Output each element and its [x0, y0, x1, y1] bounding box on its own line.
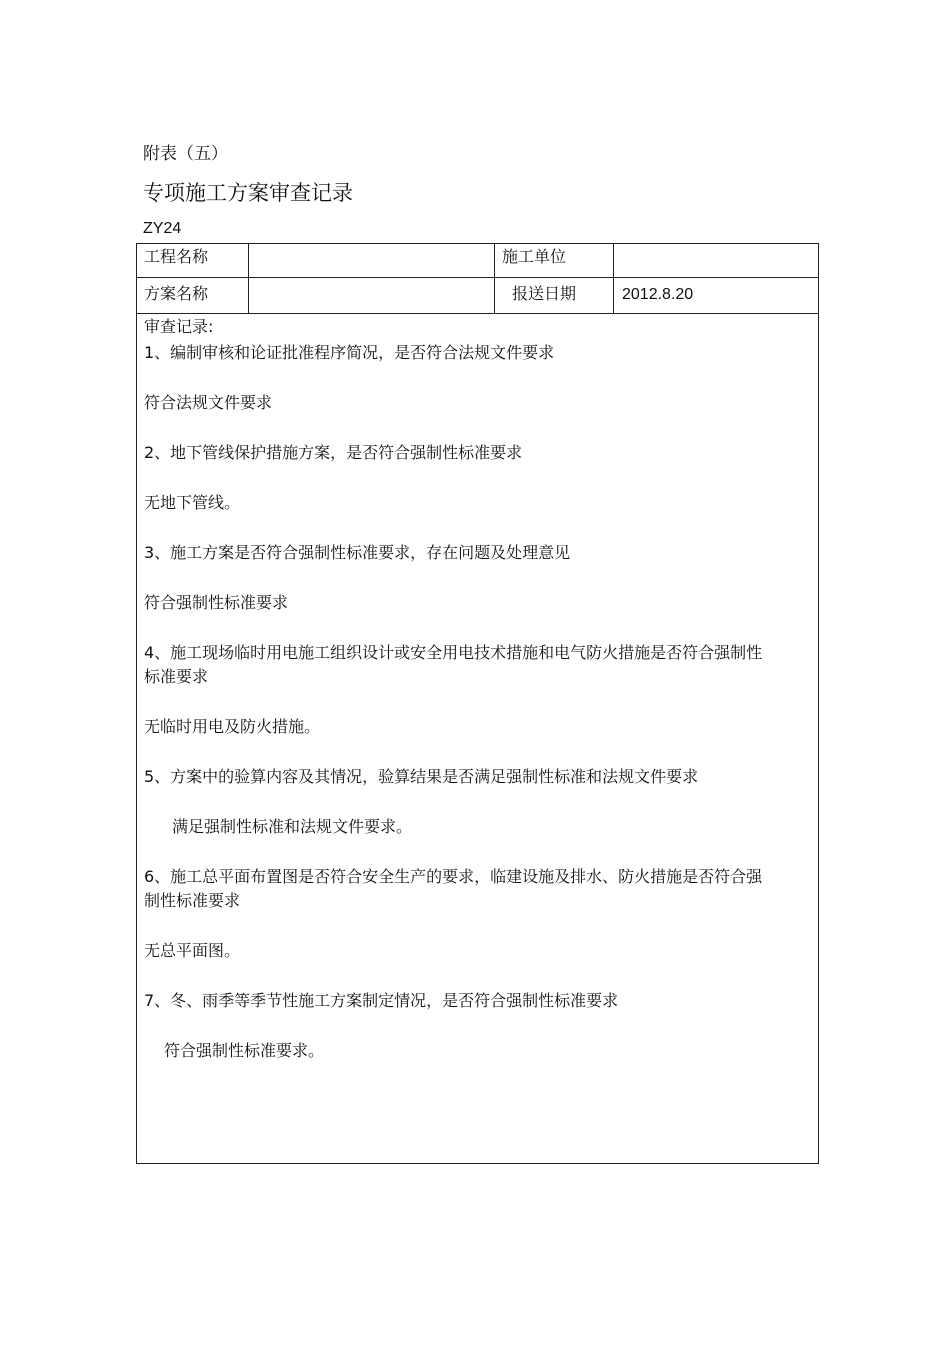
review-question: 5、方案中的验算内容及其情况，验算结果是否满足强制性标准和法规文件要求 [144, 767, 699, 786]
submit-date-label-cell [495, 278, 614, 314]
table-row [137, 278, 819, 314]
review-record-cell [137, 314, 819, 1164]
construction-unit-label: 施工单位 [502, 247, 567, 266]
review-item [144, 641, 766, 739]
construction-unit-value [614, 244, 818, 246]
review-heading: 审查记录: [144, 317, 214, 336]
review-answer: 符合强制性标准要求。 [164, 1041, 325, 1060]
plan-name-value [249, 278, 494, 283]
construction-unit-value-cell [614, 244, 819, 278]
review-item [144, 341, 766, 415]
submit-date-label: 报送日期 [512, 284, 577, 303]
review-answer: 无临时用电及防火措施。 [144, 717, 321, 736]
project-name-label: 工程名称 [144, 247, 209, 266]
submit-date-value-cell [614, 278, 819, 314]
review-question: 4、施工现场临时用电施工组织设计或安全用电技术措施和电气防火措施是否符合强制性标准要求 [144, 643, 763, 686]
construction-unit-label-cell [495, 244, 614, 278]
form-code: ZY24 [143, 220, 182, 237]
project-name-label-cell [137, 244, 249, 278]
review-content [137, 314, 818, 1063]
review-answer: 无地下管线。 [144, 493, 241, 512]
review-answer: 符合强制性标准要求 [144, 593, 289, 612]
review-question: 3、施工方案是否符合强制性标准要求，存在问题及处理意见 [144, 543, 571, 562]
review-answer: 符合法规文件要求 [144, 393, 273, 412]
review-question: 2、地下管线保护措施方案，是否符合强制性标准要求 [144, 443, 523, 462]
project-name-value [249, 244, 494, 246]
review-item [144, 441, 766, 515]
review-question: 7、冬、雨季等季节性施工方案制定情况，是否符合强制性标准要求 [144, 991, 619, 1010]
plan-name-value-cell [249, 278, 495, 314]
submit-date-value: 2012.8.20 [622, 286, 694, 303]
review-answer: 满足强制性标准和法规文件要求。 [172, 817, 413, 836]
project-name-value-cell [249, 244, 495, 278]
review-answer: 无总平面图。 [144, 941, 241, 960]
plan-name-label-cell [137, 278, 249, 314]
review-item [144, 541, 766, 615]
review-item [144, 989, 766, 1063]
review-item [144, 765, 766, 839]
plan-name-label: 方案名称 [144, 284, 209, 303]
appendix-label: 附表（五） [143, 144, 228, 164]
document-title: 专项施工方案审查记录 [143, 181, 353, 205]
table-row [137, 314, 819, 1164]
review-item [144, 865, 766, 963]
review-question: 1、编制审核和论证批准程序简况，是否符合法规文件要求 [144, 343, 555, 362]
review-question: 6、施工总平面布置图是否符合安全生产的要求，临建设施及排水、防火措施是否符合强制性标准要求 [144, 867, 763, 910]
review-record-table [136, 243, 819, 1164]
table-row [137, 244, 819, 278]
